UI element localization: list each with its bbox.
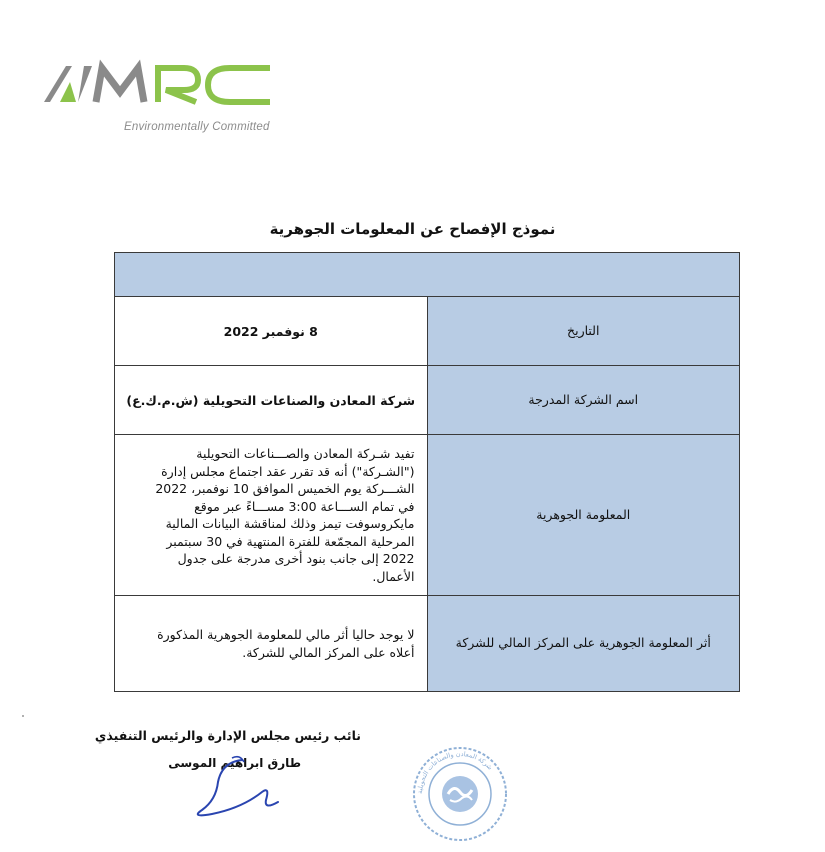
company-label: اسم الشركة المدرجة <box>427 366 740 435</box>
table-row-material-info <box>115 435 740 596</box>
date-label: التاريخ <box>427 297 740 366</box>
signatory-title: نائب رئيس مجلس الإدارة والرئيس التنفيذي <box>94 728 361 743</box>
logo-arrow-green <box>60 82 76 102</box>
table-header-band <box>115 253 740 297</box>
financial-impact-value: لا يوجد حاليا أثر مالي للمعلومة الجوهرية المذكورة أعلاه على المركز المالي للشركة. <box>115 596 428 692</box>
logo-letter-r <box>158 68 198 102</box>
financial-impact-label: أثر المعلومة الجوهرية على المركز المالي للشركة <box>427 596 740 692</box>
company-value: شركة المعادن والصناعات التحويلية (ش.م.ك.ع) <box>115 366 428 435</box>
table-row-date <box>115 297 740 366</box>
document-title: نموذج الإفصاح عن المعلومات الجوهرية <box>269 220 556 238</box>
company-stamp <box>410 744 510 844</box>
logo-letter-c <box>208 68 270 102</box>
table-row-financial-impact <box>115 596 740 692</box>
material-info-value: تفيد شـركة المعادن والصـــناعات التحويلية ("الشـركة") أنه قد تقرر عقد اجتماع مجلس إدارة الشـــركة يوم الخميس الموافق 10 نوفمبر، 2022 في تمام الســـاعة 3:00 مســـاءً عبر موقع مايكروسوفت تيمز وذلك لمناقشة البيانات المالية المرحلية المجمّعة للفترة المنتهية في 30 سبتمبر 2022 إلى جانب بنود أخرى مدرجة على جدول الأعمال. <box>115 435 428 596</box>
header-band-cell <box>115 253 740 297</box>
company-logo <box>44 58 284 138</box>
table-row-company <box>115 366 740 435</box>
logo-letter-m <box>96 68 144 102</box>
stamp-text: شركة المعادن والصناعات التحويلية <box>415 749 495 795</box>
signatory-name: طارق ابراهيم الموسى <box>168 756 301 770</box>
logo-arrow-gray-2 <box>78 66 92 102</box>
scan-speck <box>22 715 24 717</box>
date-value: 8 نوفمبر 2022 <box>115 297 428 366</box>
material-info-label: المعلومة الجوهرية <box>427 435 740 596</box>
handwritten-signature <box>182 752 292 822</box>
logo-tagline: Environmentally Committed <box>124 121 270 133</box>
disclosure-table <box>114 252 740 692</box>
mrc-logo-mark <box>44 58 284 114</box>
